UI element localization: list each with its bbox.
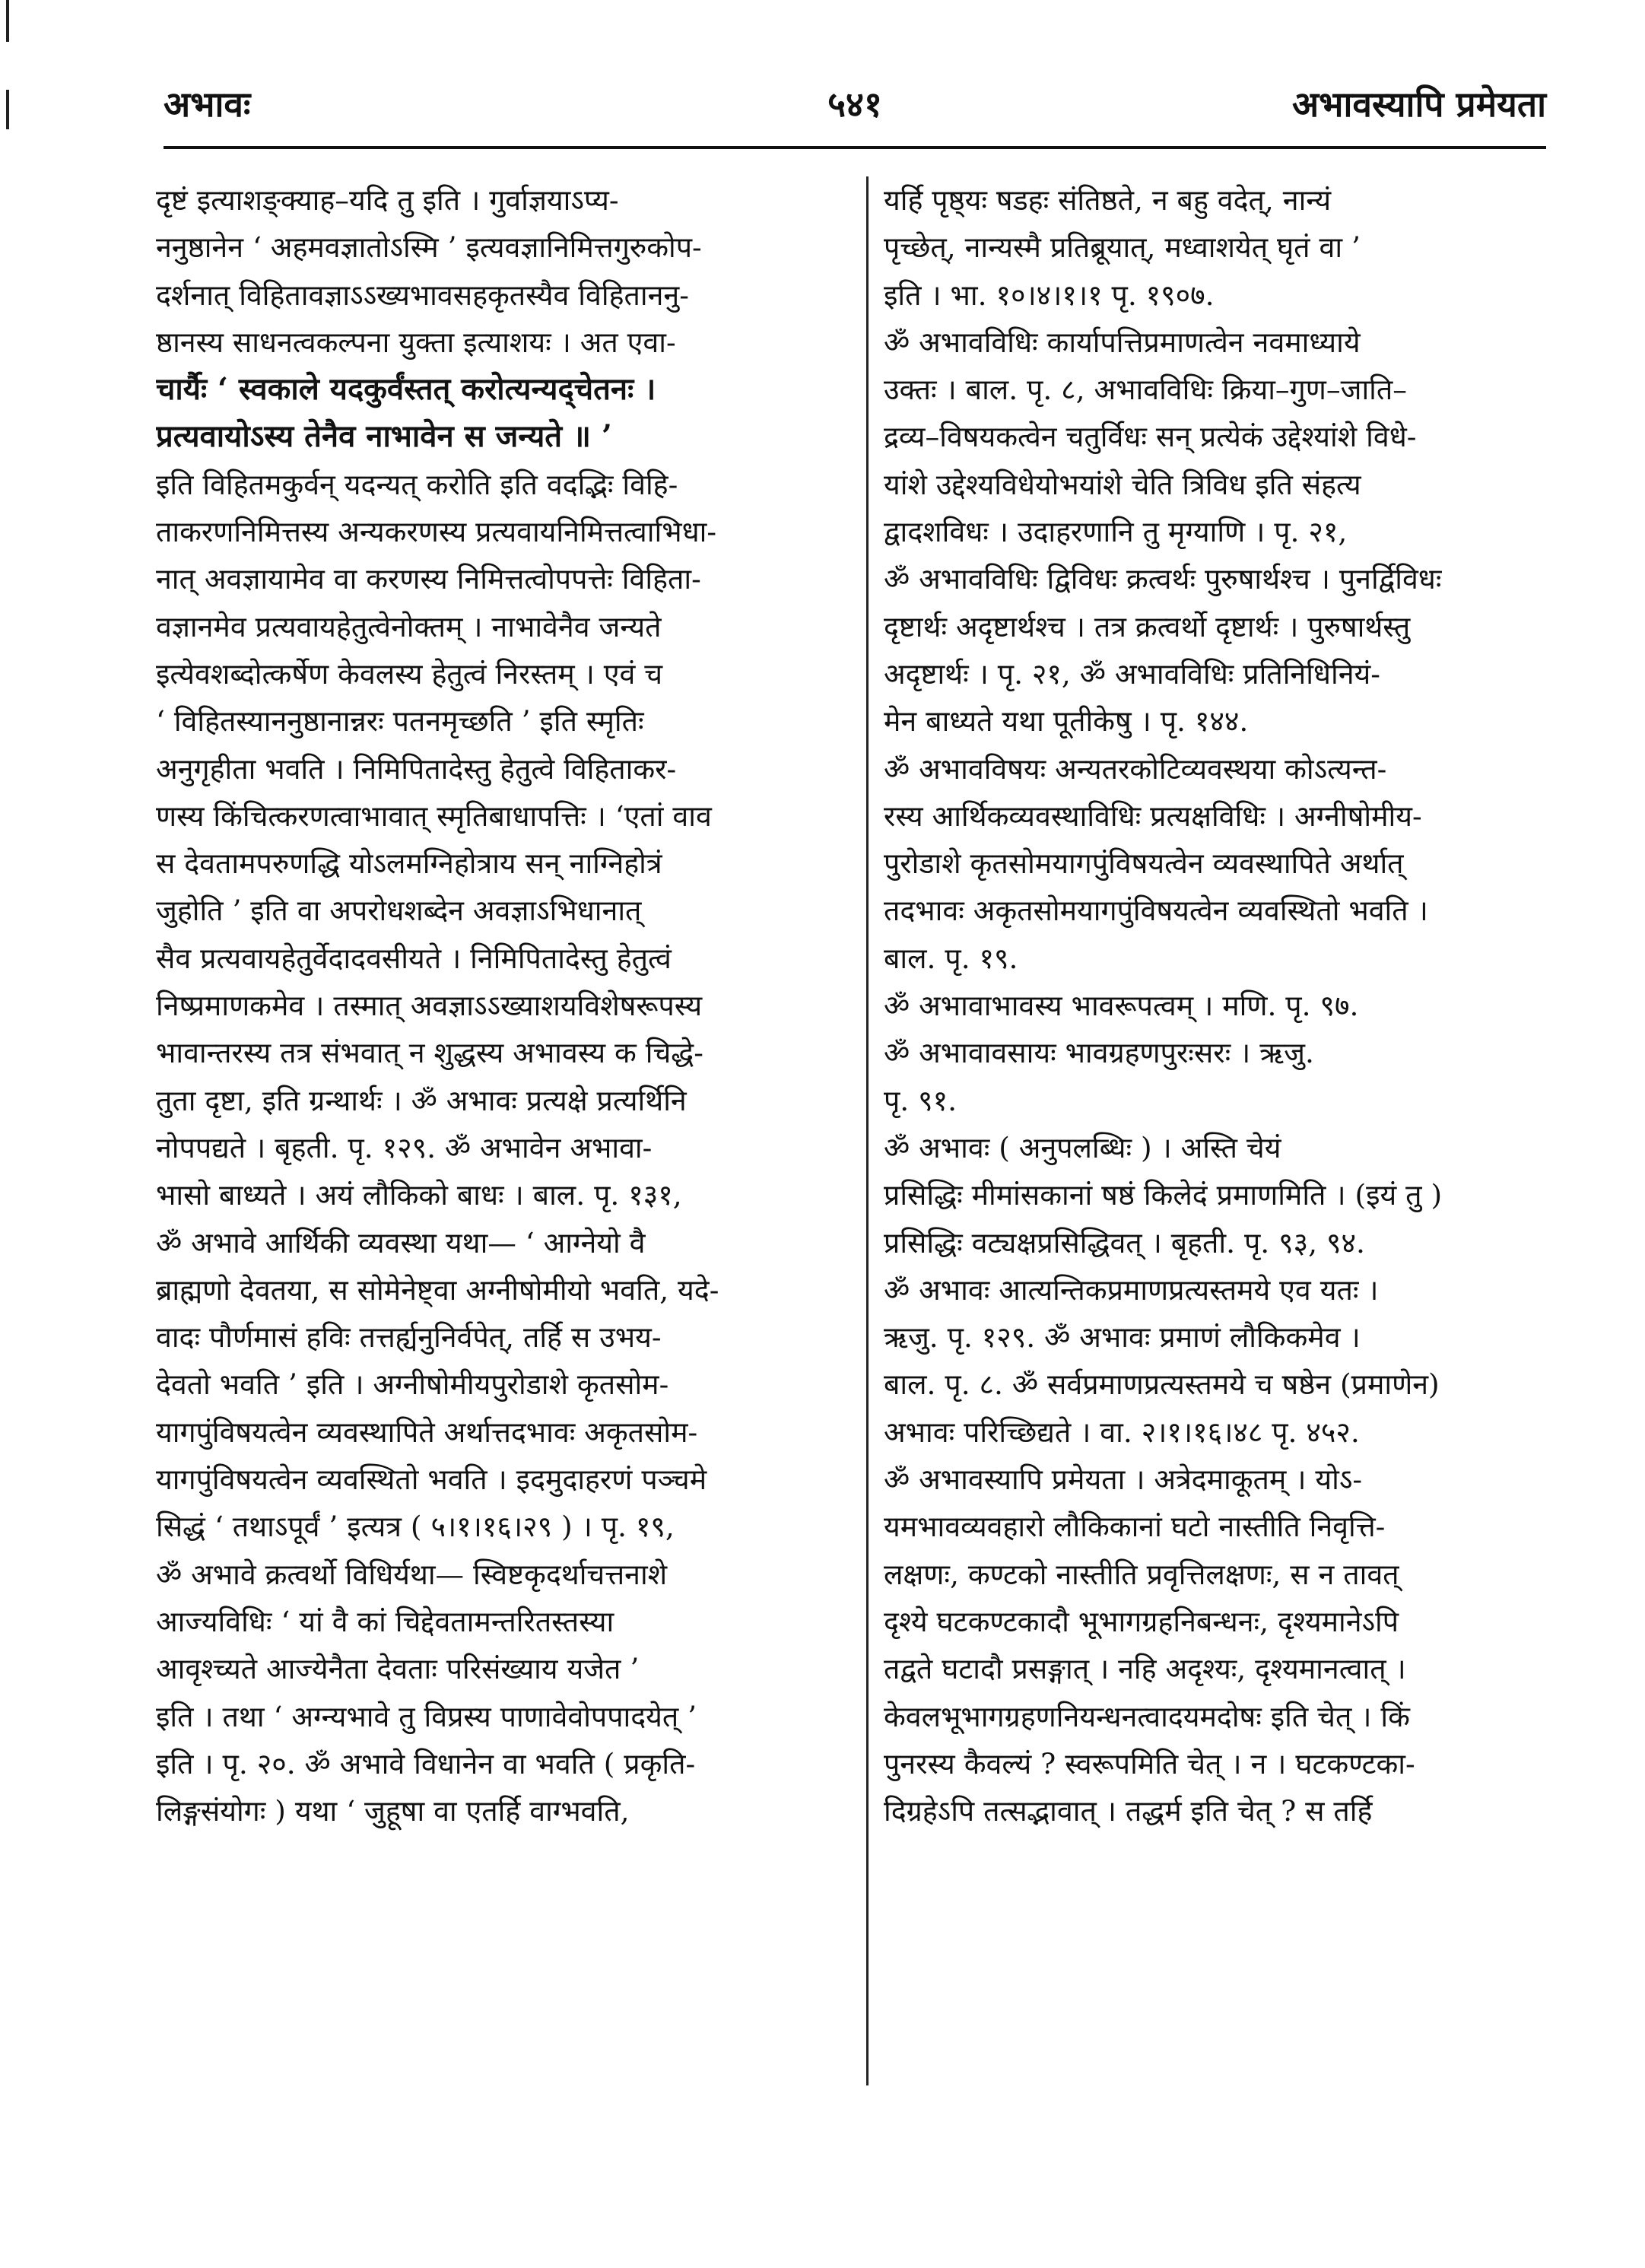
text-line: दृष्टार्थः अदृष्टार्थश्च । तत्र क्रत्वर्थो दृष्टार्थः । पुरुषार्थस्तु xyxy=(884,609,1411,643)
text-line: पुरोडाशे कृतसोमयागपुंविषयत्वेन व्यवस्थापिते अर्थात् xyxy=(884,847,1404,881)
text-line: बाल. पृ. १९. xyxy=(884,941,1018,975)
text-line: उक्तः । बाल. पृ. ८, अभावविधिः क्रिया–गुण–जाति– xyxy=(884,373,1408,407)
text-line: द्वादशविधः । उदाहरणानि तु मृग्याणि । पृ. २१, xyxy=(884,515,1348,549)
text-line: मेन बाध्यते यथा पूतीकेषु । पृ. १४४. xyxy=(884,704,1249,739)
text-line: इति । तथा ‘ अग्न्यभावे तु विप्रस्य पाणावेवोपपादयेत् ’ xyxy=(156,1699,697,1733)
text-line: ॐ अभावविषयः अन्यतरकोटिव्यवस्थया कोऽत्यन्त- xyxy=(884,751,1387,786)
text-line: ष्ठानस्य साधनत्वकल्पना युक्ता इत्याशयः । अत एवा- xyxy=(156,325,676,359)
text-line: पुनरस्य कैवल्यं ? स्वरूपमिति चेत् । न । घटकण्टका- xyxy=(884,1746,1415,1780)
text-line: चार्यैः ‘ स्वकाले यदकुर्वंस्तत् करोत्यन्यद्चेतनः । xyxy=(156,371,656,408)
text-line: अभावः परिच्छिद्यते । वा. २।१।१६।४८ पृ. ४५२. xyxy=(884,1415,1360,1449)
text-line: रस्य आर्थिकव्यवस्थाविधिः प्रत्यक्षविधिः । अग्नीषोमीय- xyxy=(884,799,1422,833)
text-line: स देवतामपरुणद्धि योऽलमग्निहोत्राय सन् नाग्निहोत्रं xyxy=(156,847,662,881)
text-line: जुहोति ’ इति वा अपरोधशब्देन अवज्ञाऽभिधानात् xyxy=(156,894,642,928)
text-line: अदृष्टार्थः । पृ. २१, ॐ अभावविधिः प्रतिनिधिनियं- xyxy=(884,656,1380,691)
column-divider xyxy=(866,176,869,2085)
text-line: लिङ्गसंयोगः ) यथा ‘ जुहूषा वा एतर्हि वाग्भवति, xyxy=(156,1794,630,1828)
text-line: वादः पौर्णमासं हविः तत्तर्ह्यनुनिर्वपेत्, तर्हि स उभय- xyxy=(156,1320,662,1355)
header-right-title: अभावस्यापि प्रमेयता xyxy=(1291,84,1546,125)
text-line: यर्हि पृष्ठ्यः षडहः संतिष्ठते, न बहु वदेत्, नान्यं xyxy=(884,183,1332,217)
text-line: इति । पृ. २०. ॐ अभावे विधानेन वा भवति ( प्रकृति- xyxy=(156,1746,696,1780)
text-line: केवलभूभागग्रहणनियन्धनत्वादयमदोषः इति चेत् । किं xyxy=(884,1699,1410,1733)
text-line: ॐ अभावावसायः भावग्रहणपुरःसरः । ऋजु. xyxy=(884,1036,1314,1070)
text-line: दिग्रहेऽपि तत्सद्भावात् । तद्धर्म इति चेत् ? स तर्हि xyxy=(884,1794,1373,1828)
header-left-title: अभावः xyxy=(164,84,251,125)
text-line: ‘ विहितस्याननुष्ठानान्नरः पतनमृच्छति ’ इति स्मृतिः xyxy=(156,704,644,739)
text-line: प्रसिद्धिः मीमांसकानां षष्ठं किलेदं प्रमाणमिति । (इयं तु ) xyxy=(884,1178,1443,1212)
text-line: लक्षणः, कण्टको नास्तीति प्रवृत्तिलक्षणः, स न तावत् xyxy=(884,1557,1399,1591)
text-line: इति । भा. १०।४।१।१ पृ. १९०७. xyxy=(884,278,1215,312)
text-line: आवृश्च्यते आज्येनैता देवताः परिसंख्याय यजेत ’ xyxy=(156,1652,640,1686)
text-line: देवतो भवति ’ इति । अग्नीषोमीयपुरोडाशे कृतसोम- xyxy=(156,1367,669,1402)
text-line: णस्य किंचित्करणत्वाभावात् स्मृतिबाधापत्तिः । ‘एतां वाव xyxy=(156,799,712,833)
text-line: ॐ अभावः ( अनुपलब्धिः ) । अस्ति चेयं xyxy=(884,1130,1281,1164)
scan-edge-mark-top xyxy=(6,0,9,42)
text-line: प्रसिद्धिः वट्यक्षप्रसिद्धिवत् । बृहती. पृ. ९३, ९४. xyxy=(884,1225,1365,1259)
text-line: तद्वते घटादौ प्रसङ्गात् । नहि अदृश्यः, दृश्यमानत्वात् । xyxy=(884,1652,1406,1686)
text-line: तुता दृष्टा, इति ग्रन्थार्थः । ॐ अभावः प्रत्यक्षे प्रत्यर्थिनि xyxy=(156,1083,687,1117)
text-line: इति विहितमकुर्वन् यदन्यत् करोति इति वदद्भिः विहि- xyxy=(156,467,678,501)
text-line: पृच्छेत्, नान्यस्मै प्रतिब्रूयात्, मध्वाशयेत् घृतं वा ’ xyxy=(884,230,1361,265)
text-line: ताकरणनिमित्तस्य अन्यकरणस्य प्रत्यवायनिमित्तत्वाभिधा- xyxy=(156,515,717,549)
text-line: ऋजु. पृ. १२९. ॐ अभावः प्रमाणं लौकिकमेव । xyxy=(884,1320,1361,1355)
text-line: ॐ अभावविधिः द्विविधः क्रत्वर्थः पुरुषार्थश्च । पुनर्द्विविधः xyxy=(884,562,1442,596)
text-line: द्रव्य–विषयकत्वेन चतुर्विधः सन् प्रत्येकं उद्देश्यांशे विधे- xyxy=(884,420,1417,454)
text-line: ब्राह्मणो देवतया, स सोमेनेष्ट्वा अग्नीषोमीयो भवति, यदे- xyxy=(156,1272,719,1307)
text-line: अनुगृहीता भवति । निमिपितादेस्तु हेतुत्वे विहिताकर- xyxy=(156,751,677,786)
scan-edge-mark xyxy=(6,90,9,129)
text-line: यांशे उद्देश्यविधेयोभयांशे चेति त्रिविध इति संहत्य xyxy=(884,467,1361,501)
text-line: यमभावव्यवहारो लौकिकानां घटो नास्तीति निवृत्ति- xyxy=(884,1510,1386,1544)
text-line: दृश्ये घटकण्टकादौ भूभागग्रहनिबन्धनः, दृश्यमानेऽपि xyxy=(884,1604,1399,1638)
text-line: इत्येवशब्दोत्कर्षेण केवलस्य हेतुत्वं निरस्तम् । एवं च xyxy=(156,656,663,691)
text-line: पृ. ९१. xyxy=(884,1083,957,1117)
text-line: ॐ अभावविधिः कार्यापत्तिप्रमाणत्वेन नवमाध्याये xyxy=(884,325,1361,359)
text-line: नोपपद्यते । बृहती. पृ. १२९. ॐ अभावेन अभावा- xyxy=(156,1130,653,1164)
text-line: आज्यविधिः ‘ यां वै कां चिद्देवतामन्तरितस्तस्या xyxy=(156,1604,614,1638)
text-line: ॐ अभावः आत्यन्तिकप्रमाणप्रत्यस्तमये एव यतः । xyxy=(884,1272,1379,1307)
page-number: ५४१ xyxy=(827,84,882,125)
right-column xyxy=(884,176,1553,1834)
text-line: ॐ अभावे क्रत्वर्थो विधिर्यथा— स्विष्टकृदर्थाचत्तनाशे xyxy=(156,1557,668,1591)
left-column xyxy=(156,176,844,1834)
text-line: भावान्तरस्य तत्र संभवात् न शुद्धस्य अभावस्य क चिद्धे- xyxy=(156,1036,703,1070)
text-line: तदभावः अकृतसोमयागपुंविषयत्वेन व्यवस्थितो भवति । xyxy=(884,894,1428,928)
text-line: बाल. पृ. ८. ॐ सर्वप्रमाणप्रत्यस्तमये च षष्ठेन (प्रमाणेन) xyxy=(884,1367,1440,1402)
text-line: यागपुंविषयत्वेन व्यवस्थापिते अर्थात्तदभावः अकृतसोम- xyxy=(156,1415,698,1449)
running-header xyxy=(164,80,1546,133)
text-line: ॐ अभावस्यापि प्रमेयता । अत्रेदमाकूतम् । योऽ- xyxy=(884,1463,1363,1497)
text-line: प्रत्यवायोऽस्य तेनैव नाभावेन स जन्यते ॥ ’ xyxy=(156,418,612,455)
header-rule xyxy=(164,146,1546,149)
text-line: दृष्टं इत्याशङ्क्याह–यदि तु इति । गुर्वाज्ञयाऽप्य- xyxy=(156,183,619,217)
text-line: ॐ अभावे आर्थिकी व्यवस्था यथा— ‘ आग्नेयो वै xyxy=(156,1225,646,1259)
text-line: यागपुंविषयत्वेन व्यवस्थितो भवति । इदमुदाहरणं पञ्चमे xyxy=(156,1463,707,1497)
text-line: ननुष्ठानेन ‘ अहमवज्ञातोऽस्मि ’ इत्यवज्ञानिमित्तगुरुकोप- xyxy=(156,230,702,265)
text-line: सिद्धं ‘ तथाऽपूर्वं ’ इत्यत्र ( ५।१।१६।२९ ) । पृ. १९, xyxy=(156,1510,675,1544)
text-line: ॐ अभावाभावस्य भावरूपत्वम् । मणि. पृ. ९७. xyxy=(884,989,1359,1023)
text-line: निष्प्रमाणकमेव । तस्मात् अवज्ञाऽऽख्याशयविशेषरूपस्य xyxy=(156,989,703,1023)
text-line: दर्शनात् विहितावज्ञाऽऽख्यभावसहकृतस्यैव विहिताननु- xyxy=(156,278,689,312)
text-line: नात् अवज्ञायामेव वा करणस्य निमित्तत्वोपपत्तेः विहिता- xyxy=(156,562,701,596)
text-line: वज्ञानमेव प्रत्यवायहेतुत्वेनोक्तम् । नाभावेनैव जन्यते xyxy=(156,609,662,643)
text-line: सैव प्रत्यवायहेतुर्वेदादवसीयते । निमिपितादेस्तु हेतुत्वं xyxy=(156,941,672,975)
text-line: भासो बाध्यते । अयं लौकिको बाधः । बाल. पृ. १३१, xyxy=(156,1178,682,1212)
